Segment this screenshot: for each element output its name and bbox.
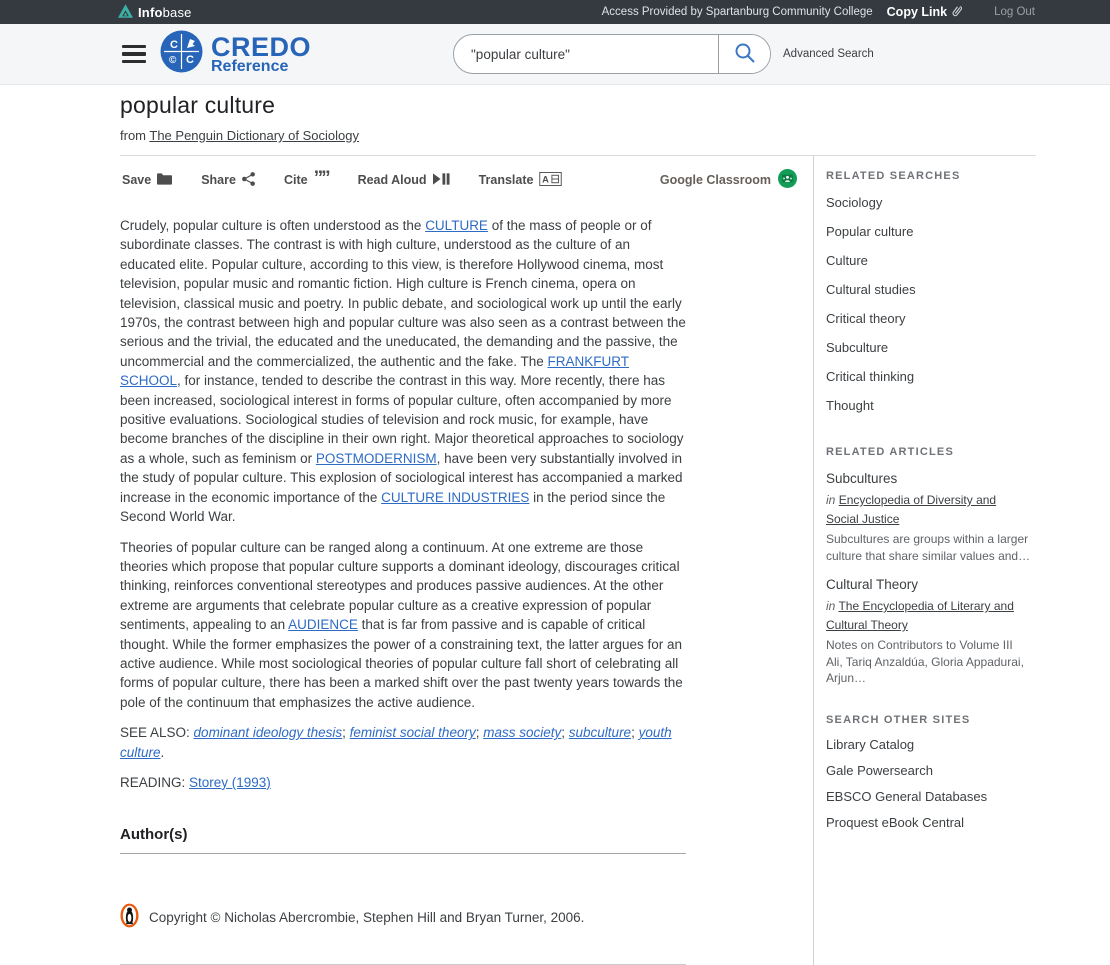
text-segment: Crudely, popular culture is often understood as the	[120, 218, 426, 233]
sidebar	[813, 156, 1036, 965]
share-button[interactable]: Share	[201, 172, 255, 189]
source-line	[120, 128, 1036, 143]
related-search-link[interactable]: Cultural studies	[826, 282, 916, 297]
save-button[interactable]: Save	[122, 172, 172, 188]
inline-link[interactable]: AUDIENCE	[288, 617, 358, 633]
search-box	[453, 34, 771, 74]
google-classroom-icon	[778, 169, 797, 191]
related-article-snippet: Subcultures are groups within a larger culture that share similar values and…	[826, 532, 1031, 563]
credo-reference-wordmark: Reference	[211, 57, 289, 75]
related-search-link[interactable]: Critical thinking	[826, 369, 915, 384]
see-also-line	[120, 723, 686, 762]
authors-heading: Author(s)	[120, 825, 686, 853]
svg-text:C: C	[186, 54, 194, 66]
related-article-title-link[interactable]: Cultural Theory	[826, 577, 919, 592]
article-body	[120, 216, 686, 965]
top-bar	[0, 0, 1110, 24]
paperclip-icon	[951, 5, 962, 20]
related-article-title-link[interactable]: Subcultures	[826, 471, 898, 486]
search-input[interactable]	[454, 35, 718, 73]
log-out-link[interactable]: Log Out	[994, 6, 1035, 18]
text-segment: ;	[475, 725, 484, 741]
google-classroom-button[interactable]: Google Classroom	[660, 169, 797, 191]
translate-icon	[539, 172, 562, 189]
inline-link[interactable]: mass society	[483, 725, 562, 741]
infobase-wordmark: Infobase	[138, 4, 192, 20]
article-paragraph	[120, 538, 686, 713]
article-paragraph	[120, 216, 686, 527]
in-label: in	[826, 493, 836, 507]
article-toolbar	[120, 156, 803, 201]
other-site-link[interactable]: EBSCO General Databases	[826, 789, 988, 804]
search-button[interactable]	[718, 35, 770, 73]
main-content	[120, 92, 1036, 965]
text-segment: of the mass of people or of subordinate classes. The contrast is with high culture, understood as the culture of an educated elite. Popular culture, according to this view, is therefore Hollywood cinema, most television, popular music and romantic fiction. High culture is French cinema, opera on television, classical music and poetry. In public debate, and sociological work up until the early 1970s, the contrast between high and popular culture was also seen as a contrast between the serious and the trivial, the educated and the uneducated, the demanding and the passive, the uncommercial and the commercialized, the authentic and the fake. The	[120, 218, 686, 369]
infobase-logo[interactable]	[118, 4, 192, 21]
credo-wordmark: CREDO	[211, 31, 312, 62]
in-label: in	[826, 599, 836, 613]
related-search-link[interactable]: Thought	[826, 398, 874, 413]
related-search-link[interactable]: Culture	[826, 253, 868, 268]
svg-text:C: C	[170, 39, 178, 51]
inline-link[interactable]: FRANKFURT SCHOOL	[120, 353, 630, 389]
play-pause-icon	[433, 173, 450, 188]
cite-button[interactable]: Cite ””	[283, 167, 329, 189]
page-title: popular culture	[120, 92, 276, 118]
source-prefix: from	[120, 128, 146, 143]
search-icon	[733, 41, 757, 68]
text-segment: , have been very substantially involved in the study of popular culture. This explosion of sociological interest has accompanied a marked increase in the economic importance of the	[120, 450, 683, 505]
svg-text:©: ©	[169, 55, 177, 66]
folder-icon	[157, 172, 172, 188]
related-search-link[interactable]: Popular culture	[826, 224, 914, 239]
related-article-source-link[interactable]: The Encyclopedia of Literary and Cultural Theory	[826, 599, 1014, 632]
related-article-source-link[interactable]: Encyclopedia of Diversity and Social Justice	[826, 493, 997, 526]
quote-icon: ””	[313, 167, 329, 189]
other-site-link[interactable]: Gale Powersearch	[826, 763, 933, 778]
credo-circle-icon	[160, 30, 203, 78]
related-search-link[interactable]: Subculture	[826, 340, 889, 355]
related-article-snippet: Notes on Contributors to Volume III Ali, Tariq Anzaldúa, Gloria Appadurai, Arjun…	[826, 638, 1024, 685]
text-segment: , for instance, tended to describe the contrast in this way. More recently, there has been increased, sociological interest in forms of popular culture, often accompanied by more positive evaluations. Sociological studies of television and rock music, for example, have become branches of the discipline in their own right. Major theoretical approaches to sociology as a whole, such as feminism or	[120, 373, 684, 466]
related-articles-list	[826, 471, 1036, 687]
infobase-triangle-icon	[118, 4, 133, 21]
related-search-link[interactable]: Sociology	[826, 195, 883, 210]
related-article	[826, 471, 1036, 564]
read-aloud-button[interactable]: Read Aloud	[358, 173, 450, 188]
text-segment: that is far from passive and is capable of critical thought. While the former emphasizes the power of a constraining text, the latter argues for an active audience. While most sociological theories of popular culture fall short of celebrating all forms of popular culture, there has been a marked shift over the past twenty years towards the pole of the continuum that emphasizes the active audience.	[120, 617, 683, 710]
inline-link[interactable]: feminist social theory	[349, 725, 476, 741]
inline-link[interactable]: Storey (1993)	[189, 774, 271, 790]
text-segment: ;	[342, 725, 350, 741]
inline-link[interactable]: dominant ideology thesis	[193, 725, 343, 741]
advanced-search-link[interactable]: Advanced Search	[783, 48, 874, 60]
related-searches-list	[826, 188, 1036, 420]
inline-link[interactable]: CULTURE	[425, 218, 488, 233]
related-article	[826, 577, 1036, 687]
svg-text:A: A	[542, 174, 550, 185]
text-segment: SEE ALSO:	[120, 725, 194, 741]
text-segment: in the period since the Second World War.	[120, 489, 666, 525]
text-segment: .	[160, 744, 165, 760]
inline-link[interactable]: youth culture	[120, 725, 672, 760]
translate-button[interactable]: Translate A	[479, 172, 563, 189]
text-segment: Theories of popular culture can be ranged along a continuum. At one extreme are those theories which propose that popular culture supports a dominant ideology, discourages critical thinking, reinforces conventional stereotypes and produces passive audiences. At the other extreme are arguments that celebrate popular culture as a creative expression of popular sentiments, appealing to an	[120, 539, 680, 633]
copyright-text: Copyright © Nicholas Abercrombie, Stephen Hill and Bryan Turner, 2006.	[149, 910, 585, 926]
related-searches-heading: RELATED SEARCHES	[826, 170, 961, 182]
related-search-link[interactable]: Critical theory	[826, 311, 906, 326]
inline-link[interactable]: POSTMODERNISM	[315, 450, 437, 466]
inline-link[interactable]: CULTURE INDUSTRIES	[381, 489, 530, 505]
text-segment: READING:	[120, 774, 190, 790]
text-segment: ;	[561, 725, 569, 741]
search-other-sites-list	[826, 732, 1036, 836]
source-title-link[interactable]: The Penguin Dictionary of Sociology	[149, 128, 359, 143]
access-provided-text: Access Provided by Spartanburg Community College	[601, 6, 873, 18]
related-articles-heading: RELATED ARTICLES	[826, 446, 954, 458]
article-column	[120, 156, 813, 965]
other-site-link[interactable]: Proquest eBook Central	[826, 815, 965, 830]
share-icon	[242, 172, 255, 189]
text-segment: ;	[631, 725, 639, 741]
reading-line	[120, 773, 686, 792]
menu-hamburger-icon[interactable]	[122, 45, 146, 64]
copy-link-button[interactable]: Copy Link	[887, 5, 962, 20]
credo-logo[interactable]	[160, 30, 311, 78]
site-header	[0, 24, 1110, 85]
inline-link[interactable]: subculture	[568, 725, 632, 741]
other-site-link[interactable]: Library Catalog	[826, 737, 915, 752]
search-other-sites-heading: SEARCH OTHER SITES	[826, 713, 971, 726]
penguin-logo-icon	[120, 903, 139, 933]
